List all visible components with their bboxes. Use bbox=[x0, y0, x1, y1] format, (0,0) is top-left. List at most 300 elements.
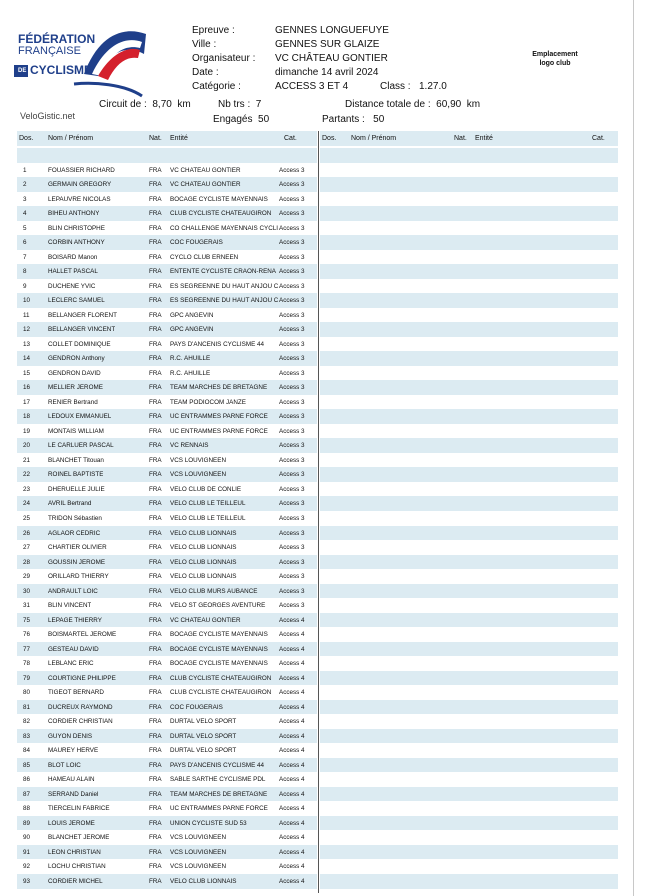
cell-dos: 85 bbox=[23, 761, 31, 769]
cell-dos: 8 bbox=[23, 268, 27, 276]
cell-nom: HALLET PASCAL bbox=[48, 268, 98, 276]
cell-nat: FRA bbox=[149, 427, 162, 435]
page-edge bbox=[633, 0, 634, 896]
cell-dos: 86 bbox=[23, 776, 31, 784]
cell-dos: 91 bbox=[23, 848, 31, 856]
cell-entite: BOCAGE CYCLISTE MAYENNAIS bbox=[170, 645, 268, 653]
label-organisateur: Organisateur : bbox=[192, 53, 256, 64]
cell-cat: Access 4 bbox=[279, 732, 305, 740]
cell-nat: FRA bbox=[149, 369, 162, 377]
cell-dos: 3 bbox=[23, 195, 27, 203]
cell-cat: Access 3 bbox=[279, 515, 305, 522]
table-row-empty-right bbox=[320, 395, 618, 410]
cell-nat: FRA bbox=[149, 848, 162, 856]
logo-line-federation: FÉDÉRATION bbox=[18, 32, 96, 46]
cell-dos: 6 bbox=[23, 239, 27, 247]
cell-dos: 10 bbox=[23, 297, 31, 305]
cell-entite: R.C. AHUILLE bbox=[170, 369, 211, 377]
cell-dos: 19 bbox=[23, 427, 31, 435]
table-row bbox=[17, 264, 317, 279]
cell-entite: VELO CLUB LIONNAIS bbox=[170, 573, 237, 581]
cell-entite: BOCAGE CYCLISTE MAYENNAIS bbox=[170, 631, 268, 639]
cell-dos: 20 bbox=[23, 442, 31, 450]
cell-dos: 27 bbox=[23, 544, 31, 552]
cell-cat: Access 3 bbox=[279, 413, 305, 421]
cell-dos: 1 bbox=[23, 166, 27, 174]
cell-cat: Access 3 bbox=[279, 253, 305, 261]
cell-nat: FRA bbox=[149, 181, 162, 189]
table-row-empty-right bbox=[320, 656, 618, 671]
cell-nom: BLOT LOIC bbox=[48, 761, 81, 769]
table-row-empty-right bbox=[320, 148, 618, 163]
cell-entite: VC CHATEAU GONTIER bbox=[170, 166, 241, 174]
stat-partants: Partants : 50 bbox=[322, 114, 385, 125]
table-row-empty-right bbox=[320, 192, 618, 207]
cell-nat: FRA bbox=[149, 326, 162, 334]
cell-nom: GENDRON Anthony bbox=[48, 355, 105, 363]
cell-dos: 17 bbox=[23, 398, 31, 406]
label-date: Date : bbox=[192, 67, 219, 78]
cell-nat: FRA bbox=[149, 805, 162, 813]
table-row-empty-right bbox=[320, 874, 618, 889]
table-row-empty-right bbox=[320, 163, 618, 178]
cell-entite: SABLE SARTHE CYCLISME PDL bbox=[170, 776, 266, 784]
table-row bbox=[17, 671, 317, 686]
cell-entite: VELO CLUB DE CONLIE bbox=[170, 485, 242, 493]
table-row-empty-right bbox=[320, 569, 618, 584]
col-cat-right: Cat. bbox=[592, 135, 605, 142]
cell-dos: 14 bbox=[23, 355, 31, 363]
table-row bbox=[17, 279, 317, 294]
table-row bbox=[17, 467, 317, 482]
cell-nom: SERRAND Daniel bbox=[48, 790, 99, 798]
table-row-empty-right bbox=[320, 671, 618, 686]
cell-nom: GERMAIN GREGORY bbox=[48, 181, 112, 189]
cell-nom: AGLAOR CEDRIC bbox=[48, 529, 101, 537]
table-row bbox=[17, 874, 317, 889]
table-row bbox=[17, 598, 317, 613]
value-categorie: ACCESS 3 ET 4 bbox=[275, 81, 349, 92]
cell-entite: DURTAL VELO SPORT bbox=[170, 718, 237, 726]
cell-nat: FRA bbox=[149, 544, 162, 552]
cell-entite: VELO CLUB MURS AUBANCE bbox=[170, 587, 258, 595]
table-row-empty-right bbox=[320, 830, 618, 845]
table-row bbox=[17, 395, 317, 410]
table-row bbox=[17, 482, 317, 497]
cell-dos: 16 bbox=[23, 384, 31, 392]
cell-entite: VELO ST GEORGES AVENTURE bbox=[170, 602, 266, 610]
table-row-empty-right bbox=[320, 351, 618, 366]
cell-nat: FRA bbox=[149, 747, 162, 755]
cell-entite: VC CHATEAU GONTIER bbox=[170, 616, 241, 624]
cell-cat: Access 3 bbox=[279, 195, 305, 203]
cell-nat: FRA bbox=[149, 413, 162, 421]
cell-nat: FRA bbox=[149, 689, 162, 697]
table-row bbox=[17, 700, 317, 715]
table-row-empty-right bbox=[320, 206, 618, 221]
table-row-empty-right bbox=[320, 424, 618, 439]
value-ville: GENNES SUR GLAIZE bbox=[275, 39, 380, 50]
cell-nom: CORDIER CHRISTIAN bbox=[48, 718, 113, 726]
cell-entite: ENTENTE CYCLISTE CRAON-RENA bbox=[170, 268, 277, 276]
cell-dos: 79 bbox=[23, 674, 31, 682]
cell-dos: 28 bbox=[23, 558, 31, 566]
cell-nat: FRA bbox=[149, 485, 162, 493]
table-row bbox=[17, 816, 317, 831]
table-row bbox=[17, 656, 317, 671]
ffc-logo bbox=[14, 24, 148, 102]
cell-entite: ES SEGREENNE DU HAUT ANJOU C bbox=[170, 282, 278, 290]
cell-nom: GENDRON DAVID bbox=[48, 369, 101, 377]
cell-nat: FRA bbox=[149, 718, 162, 726]
cell-entite: BOCAGE CYCLISTE MAYENNAIS bbox=[170, 195, 268, 203]
cell-entite: TEAM MARCHES DE BRETAGNE bbox=[170, 790, 268, 798]
table-row bbox=[17, 351, 317, 366]
table-row-empty-right bbox=[320, 496, 618, 511]
cell-dos: 25 bbox=[23, 515, 31, 522]
cell-nom: CORBIN ANTHONY bbox=[48, 239, 105, 247]
cell-cat: Access 3 bbox=[279, 239, 305, 247]
cell-entite: VC RENNAIS bbox=[170, 442, 209, 450]
cell-cat: Access 4 bbox=[279, 645, 305, 653]
cell-nat: FRA bbox=[149, 384, 162, 392]
cell-dos: 13 bbox=[23, 340, 31, 348]
cell-entite: CLUB CYCLISTE CHATEAUGIRON bbox=[170, 674, 272, 682]
table-row bbox=[17, 743, 317, 758]
cell-nom: COLLET DOMINIQUE bbox=[48, 340, 111, 348]
cell-dos: 75 bbox=[23, 616, 31, 624]
cell-entite: R.C. AHUILLE bbox=[170, 355, 211, 363]
cell-cat: Access 3 bbox=[279, 297, 305, 305]
cell-nat: FRA bbox=[149, 253, 162, 261]
cell-nat: FRA bbox=[149, 471, 162, 479]
cell-nom: CHARTIER OLIVIER bbox=[48, 544, 107, 552]
table-row-empty-right bbox=[320, 322, 618, 337]
value-date: dimanche 14 avril 2024 bbox=[275, 67, 379, 78]
cell-cat: Access 4 bbox=[279, 761, 305, 769]
table-row bbox=[17, 250, 317, 265]
cell-nom: TIGEOT BERNARD bbox=[48, 689, 104, 697]
cell-nat: FRA bbox=[149, 515, 162, 522]
cell-entite: VC CHATEAU GONTIER bbox=[170, 181, 241, 189]
table-row-empty-right bbox=[320, 859, 618, 874]
cell-entite: CLUB CYCLISTE CHATEAUGIRON bbox=[170, 689, 272, 697]
col-nat-right: Nat. bbox=[454, 135, 467, 142]
cell-dos: 18 bbox=[23, 413, 31, 421]
cell-entite: ES SEGREENNE DU HAUT ANJOU C bbox=[170, 297, 278, 305]
cell-entite: COC FOUGERAIS bbox=[170, 239, 223, 247]
table-row-empty-right bbox=[320, 337, 618, 352]
table-row bbox=[17, 801, 317, 816]
cell-nom: BLANCHET JEROME bbox=[48, 834, 110, 842]
cell-nat: FRA bbox=[149, 355, 162, 363]
cell-nat: FRA bbox=[149, 776, 162, 784]
table-row bbox=[17, 496, 317, 511]
cell-cat: Access 3 bbox=[279, 326, 305, 334]
cell-cat: Access 4 bbox=[279, 790, 305, 798]
cell-nat: FRA bbox=[149, 166, 162, 174]
cell-cat: Access 4 bbox=[279, 834, 305, 842]
cell-nom: COURTIGNE PHILIPPE bbox=[48, 674, 116, 682]
stat-nb-trs: Nb trs : 7 bbox=[218, 99, 262, 110]
cell-entite: UC ENTRAMMES PARNE FORCE bbox=[170, 413, 268, 421]
cell-nom: LEPAGE THIERRY bbox=[48, 616, 102, 624]
cell-cat: Access 4 bbox=[279, 863, 305, 871]
table-row bbox=[17, 584, 317, 599]
velogistic-brand: VeloGistic.net bbox=[20, 111, 76, 121]
table-row-empty-right bbox=[320, 279, 618, 294]
cell-entite: VELO CLUB LE TEILLEUL bbox=[170, 500, 246, 508]
cell-entite: GPC ANGEVIN bbox=[170, 311, 214, 319]
cell-nat: FRA bbox=[149, 616, 162, 624]
cell-nom: GOUSSIN JEROME bbox=[48, 558, 106, 566]
cell-cat: Access 3 bbox=[279, 529, 305, 537]
table-row-empty-right bbox=[320, 264, 618, 279]
cell-nom: LEDOUX EMMANUEL bbox=[48, 413, 112, 421]
cell-nat: FRA bbox=[149, 602, 162, 610]
cell-cat: Access 4 bbox=[279, 747, 305, 755]
table-row-empty-right bbox=[320, 758, 618, 773]
cell-dos: 26 bbox=[23, 529, 31, 537]
cell-cat: Access 4 bbox=[279, 616, 305, 624]
cell-cat: Access 4 bbox=[279, 703, 305, 711]
cell-nom: MELLIER JEROME bbox=[48, 384, 103, 392]
logo-club-text: Emplacement logo club bbox=[532, 51, 578, 67]
cell-entite: GPC ANGEVIN bbox=[170, 326, 214, 334]
cell-nat: FRA bbox=[149, 703, 162, 711]
cell-cat: Access 3 bbox=[279, 442, 305, 450]
table-row-empty-right bbox=[320, 700, 618, 715]
cell-nat: FRA bbox=[149, 297, 162, 305]
col-dos: Dos. bbox=[19, 135, 34, 142]
cell-dos: 87 bbox=[23, 790, 31, 798]
table-row-empty-right bbox=[320, 235, 618, 250]
cell-entite: VCS LOUVIGNEEN bbox=[170, 834, 226, 842]
cell-nat: FRA bbox=[149, 819, 162, 827]
cell-cat: Access 3 bbox=[279, 587, 305, 595]
table-row bbox=[17, 221, 317, 236]
stat-circuit: Circuit de : 8,70 km bbox=[99, 99, 191, 110]
cell-cat: Access 3 bbox=[279, 311, 305, 319]
cell-dos: 21 bbox=[23, 456, 31, 464]
cell-nat: FRA bbox=[149, 268, 162, 276]
cell-dos: 11 bbox=[23, 311, 30, 319]
cell-entite: VELO CLUB LIONNAIS bbox=[170, 529, 237, 537]
cell-nat: FRA bbox=[149, 790, 162, 798]
cell-dos: 83 bbox=[23, 732, 31, 740]
cell-entite: CLUB CYCLISTE CHATEAUGIRON bbox=[170, 210, 272, 218]
col-entite: Entité bbox=[170, 135, 188, 142]
logo-club-placeholder bbox=[520, 50, 590, 68]
cell-cat: Access 4 bbox=[279, 848, 305, 856]
table-row bbox=[17, 424, 317, 439]
cell-cat: Access 3 bbox=[279, 485, 305, 493]
cell-nat: FRA bbox=[149, 442, 162, 450]
cell-entite: VELO CLUB LE TEILLEUL bbox=[170, 515, 246, 522]
cell-cat: Access 3 bbox=[279, 471, 305, 479]
cell-cat: Access 3 bbox=[279, 398, 305, 406]
cell-cat: Access 3 bbox=[279, 224, 305, 232]
cell-nom: LEON CHRISTIAN bbox=[48, 848, 101, 856]
cell-entite: BOCAGE CYCLISTE MAYENNAIS bbox=[170, 660, 268, 668]
cell-dos: 78 bbox=[23, 660, 31, 668]
table-row bbox=[17, 511, 317, 526]
cell-entite: PAYS D'ANCENIS CYCLISME 44 bbox=[170, 761, 265, 769]
cell-nom: BLIN VINCENT bbox=[48, 602, 92, 610]
table-row bbox=[17, 526, 317, 541]
table-row bbox=[17, 772, 317, 787]
cell-nom: BOISARD Manon bbox=[48, 253, 98, 261]
cell-dos: 9 bbox=[23, 282, 27, 290]
value-epreuve: GENNES LONGUEFUYE bbox=[275, 25, 389, 36]
cell-nat: FRA bbox=[149, 340, 162, 348]
cell-entite: TEAM PODIOCOM JANZE bbox=[170, 398, 246, 406]
stat-engages: Engagés 50 bbox=[213, 114, 270, 125]
cell-cat: Access 4 bbox=[279, 674, 305, 682]
cell-nom: LOUIS JEROME bbox=[48, 819, 95, 827]
table-row-empty-right bbox=[320, 598, 618, 613]
cell-entite: VCS LOUVIGNEEN bbox=[170, 456, 226, 464]
table-row-empty-right bbox=[320, 409, 618, 424]
table-row bbox=[17, 177, 317, 192]
cell-cat: Access 3 bbox=[279, 355, 305, 363]
cell-nom: DUCHENE YVIC bbox=[48, 282, 96, 290]
cell-dos: 76 bbox=[23, 631, 31, 639]
cell-nom: ROINEL BAPTISTE bbox=[48, 471, 104, 479]
cell-nom: DHERUELLE JULIE bbox=[48, 485, 105, 493]
cell-nom: BIHEU ANTHONY bbox=[48, 210, 100, 218]
table-row-empty-right bbox=[320, 743, 618, 758]
cell-cat: Access 3 bbox=[279, 573, 305, 581]
table-row-empty-right bbox=[320, 177, 618, 192]
cell-nat: FRA bbox=[149, 732, 162, 740]
cell-cat: Access 3 bbox=[279, 181, 305, 189]
table-row bbox=[17, 714, 317, 729]
logo-line-de: DE bbox=[18, 68, 27, 74]
cell-nat: FRA bbox=[149, 224, 162, 232]
cell-nat: FRA bbox=[149, 398, 162, 406]
cell-cat: Access 3 bbox=[279, 456, 305, 464]
cell-entite: VCS LOUVIGNEEN bbox=[170, 471, 226, 479]
cell-dos: 88 bbox=[23, 805, 31, 813]
table-row-empty-right bbox=[320, 816, 618, 831]
stat-distance: Distance totale de : 60,90 km bbox=[345, 99, 481, 110]
cell-cat: Access 3 bbox=[279, 427, 305, 435]
cell-entite: VCS LOUVIGNEEN bbox=[170, 848, 226, 856]
cell-dos: 80 bbox=[23, 689, 31, 697]
cell-dos: 81 bbox=[23, 703, 31, 711]
table-row bbox=[17, 366, 317, 381]
cell-entite: VELO CLUB LIONNAIS bbox=[170, 878, 237, 885]
cell-nat: FRA bbox=[149, 195, 162, 203]
cell-cat: Access 4 bbox=[279, 718, 305, 726]
cell-nat: FRA bbox=[149, 631, 162, 639]
table-row bbox=[17, 293, 317, 308]
label-epreuve: Epreuve : bbox=[192, 25, 235, 36]
table-row-empty-right bbox=[320, 801, 618, 816]
cell-entite: CO CHALLENGE MAYENNAIS CYCLI bbox=[170, 224, 278, 232]
value-class: 1.27.0 bbox=[419, 81, 447, 92]
table-row bbox=[17, 438, 317, 453]
cell-cat: Access 4 bbox=[279, 805, 305, 813]
cell-nom: BLIN CHRISTOPHE bbox=[48, 224, 105, 232]
table-header-right bbox=[320, 131, 618, 146]
cell-entite: CYCLO CLUB ERNEEN bbox=[170, 253, 239, 261]
cell-nat: FRA bbox=[149, 558, 162, 566]
table-row bbox=[17, 787, 317, 802]
cell-nat: FRA bbox=[149, 311, 162, 319]
cell-nom: AVRIL Bertrand bbox=[48, 500, 92, 508]
cell-nat: FRA bbox=[149, 456, 162, 464]
table-row-empty-right bbox=[320, 627, 618, 642]
cell-cat: Access 3 bbox=[279, 602, 305, 610]
table-row bbox=[17, 845, 317, 860]
table-row-empty-right bbox=[320, 467, 618, 482]
cell-cat: Access 4 bbox=[279, 776, 305, 784]
table-row-empty-right bbox=[320, 526, 618, 541]
cell-dos: 82 bbox=[23, 718, 31, 726]
table-row-empty-right bbox=[320, 250, 618, 265]
col-nat: Nat. bbox=[149, 135, 162, 142]
table-row bbox=[17, 685, 317, 700]
table-row-empty-right bbox=[320, 380, 618, 395]
cell-entite: COC FOUGERAIS bbox=[170, 703, 223, 711]
table-row bbox=[17, 830, 317, 845]
column-divider bbox=[318, 131, 319, 893]
cell-dos: 7 bbox=[23, 253, 27, 261]
cell-cat: Access 3 bbox=[279, 558, 305, 566]
cell-nom: BLANCHET Titouan bbox=[48, 456, 104, 464]
cell-dos: 12 bbox=[23, 326, 31, 334]
cell-cat: Access 3 bbox=[279, 282, 305, 290]
table-row bbox=[17, 627, 317, 642]
cell-entite: UNION CYCLISTE SUD 53 bbox=[170, 819, 247, 827]
cell-entite: DURTAL VELO SPORT bbox=[170, 747, 237, 755]
table-row bbox=[17, 308, 317, 323]
table-row bbox=[17, 206, 317, 221]
cell-nat: FRA bbox=[149, 573, 162, 581]
cell-dos: 30 bbox=[23, 587, 31, 595]
cell-nom: MONTAIS WILLIAM bbox=[48, 427, 104, 435]
cell-dos: 92 bbox=[23, 863, 31, 871]
cell-dos: 84 bbox=[23, 747, 31, 755]
label-class: Class : bbox=[380, 81, 411, 92]
table-row-empty-right bbox=[320, 540, 618, 555]
cell-nat: FRA bbox=[149, 282, 162, 290]
cell-cat: Access 4 bbox=[279, 660, 305, 668]
table-row-empty-right bbox=[320, 613, 618, 628]
table-header-left bbox=[17, 131, 317, 146]
cell-nom: HAMEAU ALAIN bbox=[48, 776, 95, 784]
cell-entite: DURTAL VELO SPORT bbox=[170, 732, 237, 740]
table-row-empty-right bbox=[320, 714, 618, 729]
cell-nom: RENIER Bertrand bbox=[48, 398, 98, 406]
cell-nom: FOUASSIER RICHARD bbox=[48, 166, 115, 174]
table-row bbox=[17, 555, 317, 570]
cell-nat: FRA bbox=[149, 674, 162, 682]
cell-dos: 77 bbox=[23, 645, 31, 653]
cell-nom: BELLANGER FLORENT bbox=[48, 311, 117, 319]
table-row bbox=[17, 642, 317, 657]
table-row bbox=[17, 859, 317, 874]
table-row bbox=[17, 569, 317, 584]
cell-cat: Access 3 bbox=[279, 268, 305, 276]
table-row-empty-right bbox=[320, 772, 618, 787]
cell-dos: 15 bbox=[23, 369, 31, 377]
cell-cat: Access 4 bbox=[279, 689, 305, 697]
cell-cat: Access 3 bbox=[279, 369, 305, 377]
table-row-empty-right bbox=[320, 787, 618, 802]
